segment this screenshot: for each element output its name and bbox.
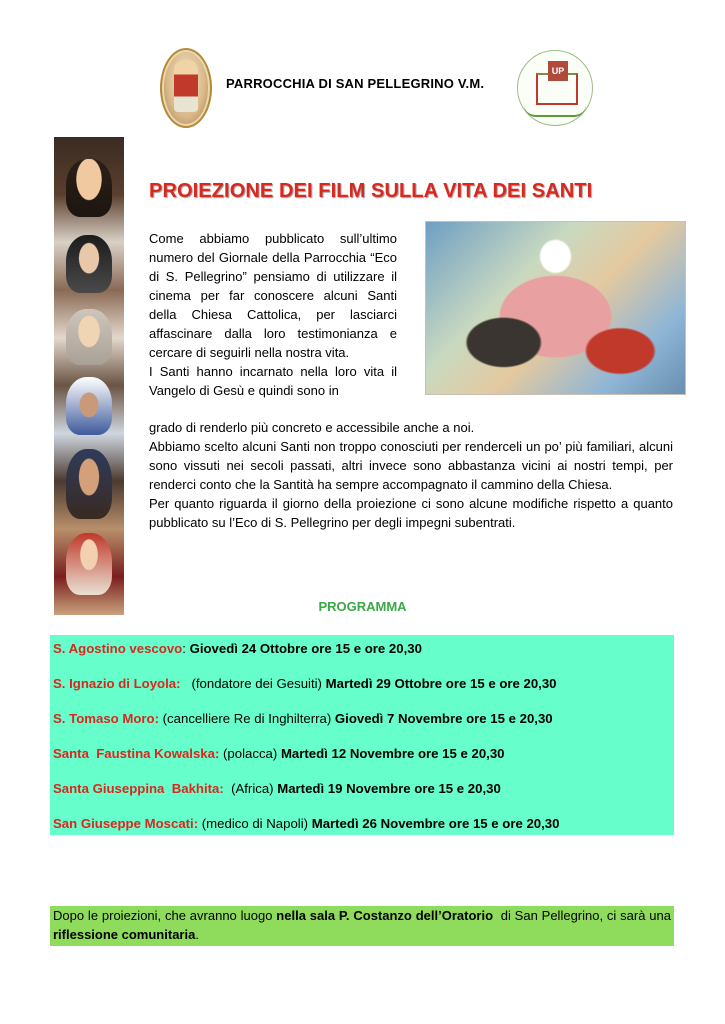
intro-paragraph-rest: grado di renderlo più concreto e accessibile anche a noi. Abbiamo scelto alcuni Santi non troppo conosciuti per renderceli un po’ più familiari, alcuni sono vissuti nei secoli passati, altri invece sono abbastanza vicini ai nostri tempi, per renderci conto che la Santità ha sempre accompagnato il cammino della Chiesa. Per quanto riguarda il giorno della proiezione ci sono alcune modifiche rispetto a quanto pubblicato su l’Eco di S. Pellegrino per degli impegni subentrati. — [149, 420, 673, 530]
screening-date: Martedì 19 Novembre ore 15 e 20,30 — [277, 781, 501, 796]
unita-pastorale-logo-icon — [517, 50, 593, 126]
schedule-row: Santa Giuseppina Bakhita: (Africa) Martedì 19 Novembre ore 15 e 20,30 — [53, 781, 501, 796]
programma-heading: PROGRAMMA — [318, 599, 407, 614]
screening-date: Martedì 12 Novembre ore 15 e 20,30 — [280, 746, 505, 761]
logo-up-text: UP — [548, 61, 568, 81]
saint-name: S. Ignazio di Loyola: — [53, 676, 181, 691]
screening-date: Martedì 26 Novembre ore 15 e ore 20,30 — [311, 816, 560, 831]
screening-date: Martedì 29 Ottobre ore 15 e ore 20,30 — [325, 676, 557, 691]
parish-name: PARROCCHIA DI SAN PELLEGRINO V.M. — [226, 76, 485, 91]
venue-name: nella sala P. Costanzo dell’Oratorio — [276, 908, 494, 923]
reflection-label: riflessione comunitaria — [53, 927, 196, 942]
schedule-row: S. Ignazio di Loyola: (fondatore dei Gesuiti) Martedì 29 Ottobre ore 15 e ore 20,30 — [53, 676, 557, 691]
schedule-row: S. Tomaso Moro: (cancelliere Re di Inghilterra) Giovedì 7 Novembre ore 15 e 20,30 — [53, 711, 553, 726]
saint-name: San Giuseppe Moscati: — [53, 816, 199, 831]
saints-portrait-strip — [54, 137, 124, 615]
intro-paragraph-1: Come abbiamo pubblicato sull’ultimo numero del Giornale della Parrocchia “Eco di S. Pellegrino” pensiamo di utilizzare il cinema per far conoscere alcuni Santi della Chiesa Cattolica, per lasciarci affascinare dalla loro testimonianza e cercare di seguirli nella nostra vita. I Santi hanno incarnato nella loro vita il Vangelo di Gesù e quindi sono in — [149, 231, 397, 398]
schedule-row: San Giuseppe Moscati: (medico di Napoli) Martedì 26 Novembre ore 15 e ore 20,30 — [53, 816, 560, 831]
saint-name: S. Agostino vescovo — [53, 641, 183, 656]
saint-name: S. Tomaso Moro: — [53, 711, 159, 726]
page-title: PROIEZIONE DEI FILM SULLA VITA DEI SANTI — [149, 180, 593, 202]
screening-date: Giovedì 24 Ottobre ore 15 e ore 20,30 — [189, 641, 422, 656]
schedule-box — [50, 635, 674, 835]
schedule-row: S. Agostino vescovo: Giovedì 24 Ottobre ore 15 e ore 20,30 — [53, 641, 422, 656]
closing-note: Dopo le proiezioni, che avranno luogo nella sala P. Costanzo dell’Oratorio di San Pellegrino, ci sarà una riflessione comunitaria. — [50, 906, 674, 946]
saint-name: Santa Faustina Kowalska: — [53, 746, 220, 761]
saint-medallion-icon — [160, 48, 212, 128]
screening-date: Giovedì 7 Novembre ore 15 e 20,30 — [334, 711, 553, 726]
saints-mosaic-image — [425, 221, 686, 395]
saint-name: Santa Giuseppina Bakhita: — [53, 781, 224, 796]
schedule-row: Santa Faustina Kowalska: (polacca) Martedì 12 Novembre ore 15 e 20,30 — [53, 746, 505, 761]
